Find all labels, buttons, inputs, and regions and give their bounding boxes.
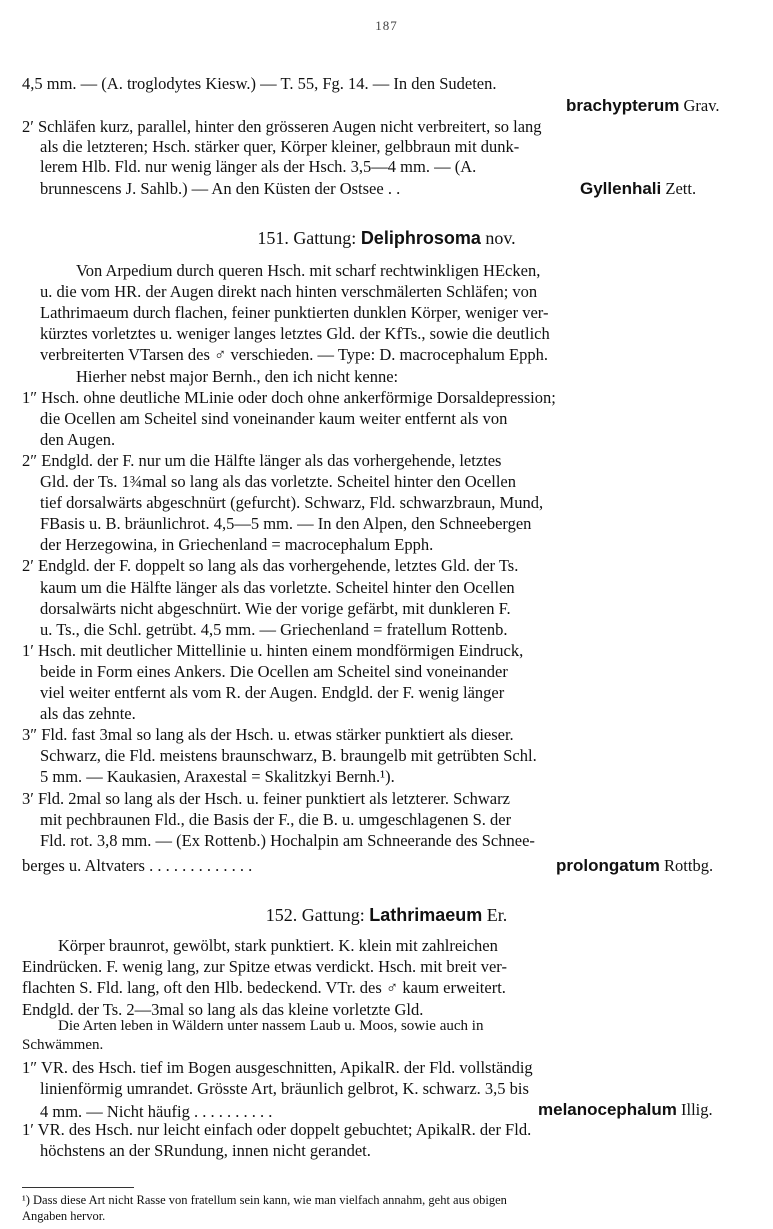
text-line: Von Arpedium durch queren Hsch. mit scharf rechtwinkligen HEcken, xyxy=(76,261,541,280)
species-author: Rottbg. xyxy=(664,856,714,875)
text-line: 2′ Endgld. der F. doppelt so lang als das vorhergehende, letztes Gld. der Ts. xyxy=(22,556,519,576)
text-line: 5 mm. — Kaukasien, Araxestal = Skalitzkyi Bernh.¹). xyxy=(40,767,395,787)
species-name: melanocephalum xyxy=(538,1100,677,1119)
text-line: 2″ Endgld. der F. nur um die Hälfte länger als das vorhergehende, letztes xyxy=(22,450,502,470)
species-author: Grav. xyxy=(683,96,720,115)
genus-author: Er. xyxy=(486,905,508,925)
text-line: 4 mm. — Nicht häufig . . . . . . . . . . xyxy=(40,1102,273,1121)
text-line: beide in Form eines Ankers. Die Ocellen am Scheitel sind voneinander xyxy=(40,661,508,681)
genus-heading xyxy=(0,228,773,249)
text-line: den Augen. xyxy=(40,429,116,449)
text-line: Schwämmen. xyxy=(22,1036,104,1053)
species-line xyxy=(566,96,720,116)
text-line: Hierher nebst major Bernh., den ich nicht kenne: xyxy=(76,366,399,386)
species-name: brachypterum xyxy=(566,96,680,115)
text-line: 3′ Fld. 2mal so lang als der Hsch. u. feiner punktiert als letzterer. Schwarz xyxy=(22,788,510,808)
genus-heading xyxy=(0,905,773,926)
text-line: 1′ VR. des Hsch. nur leicht einfach oder doppelt gebuchtet; ApikalR. der Fld. xyxy=(22,1120,532,1139)
text-line: verbreiterten VTarsen des ♂ verschieden. — Type: D. macrocephalum Epph. xyxy=(40,345,548,365)
text-line: Eindrücken. F. wenig lang, zur Spitze etwas verdickt. Hsch. mit breit ver- xyxy=(22,957,507,977)
text-line: die Ocellen am Scheitel sind voneinander kaum weiter entfernt als von xyxy=(40,408,508,428)
text-line: 1″ VR. des Hsch. tief im Bogen ausgeschnitten, ApikalR. der Fld. vollständig xyxy=(22,1058,533,1077)
text-line: als das zehnte. xyxy=(40,704,136,724)
text-line: 2′ Schläfen kurz, parallel, hinter den grösseren Augen nicht verbreitert, so lang xyxy=(22,117,542,136)
species-name: prolongatum xyxy=(556,856,660,875)
text-line: tief dorsalwärts abgeschnürt (gefurcht). Schwarz, Fld. schwarzbraun, Mund, xyxy=(40,493,544,513)
genus-number: 151. Gattung: xyxy=(257,228,357,248)
species-line xyxy=(556,856,713,876)
text-line: lerem Hlb. Fld. nur wenig länger als der Hsch. 3,5—4 mm. — (A. xyxy=(40,157,477,176)
footnote: ¹) Dass diese Art nicht Rasse von fratellum sein kann, wie man vielfach annahm, geht aus obigen xyxy=(22,1193,507,1207)
text-line: höchstens an der SRundung, innen nicht gerandet. xyxy=(40,1141,371,1160)
text-line: 1″ Hsch. ohne deutliche MLinie oder doch ohne ankerförmige Dorsaldepression; xyxy=(22,387,556,407)
text-line: Schwarz, die Fld. meistens braunschwarz, B. braungelb mit getrübten Schl. xyxy=(40,746,537,766)
text-line: als die letzteren; Hsch. stärker quer, Körper kleiner, gelbbraun mit dunk- xyxy=(40,137,520,156)
species-author: Zett. xyxy=(665,179,697,198)
text-line: 4,5 mm. — (A. troglodytes Kiesw.) — T. 55, Fg. 14. — In den Sudeten. xyxy=(22,74,497,93)
page-number: 187 xyxy=(375,18,398,33)
text-line: Endgld. der Ts. 2—3mal so lang als das kleine vorletzte Gld. xyxy=(22,999,424,1019)
species-name: Gyllenhali xyxy=(580,179,662,198)
text-line: u. Ts., die Schl. getrübt. 4,5 mm. — Griechenland = fratellum Rottenb. xyxy=(40,619,508,639)
footnote-rule xyxy=(22,1187,134,1188)
text-line: FBasis u. B. bräunlichrot. 4,5—5 mm. — In den Alpen, den Schneebergen xyxy=(40,514,532,534)
text-line: flachten S. Fld. lang, oft den Hlb. bedeckend. VTr. des ♂ kaum erweitert. xyxy=(22,978,506,998)
species-line xyxy=(580,179,696,199)
text-line: kaum um die Hälfte länger als das vorletzte. Scheitel hinter den Ocellen xyxy=(40,577,515,597)
footnote-cont: Angaben hervor. xyxy=(22,1209,106,1223)
genus-name: Deliphrosoma xyxy=(360,228,481,248)
text-line: viel weiter entfernt als vom R. der Augen. Endgld. der F. wenig länger xyxy=(40,683,505,702)
text-line: dorsalwärts nicht abgeschnürt. Wie der vorige gefärbt, mit dunkleren F. xyxy=(40,598,511,618)
text-line: mit pechbraunen Fld., die Basis der F., die B. u. umgeschlagenen S. der xyxy=(40,809,512,829)
text-line: 3″ Fld. fast 3mal so lang als der Hsch. u. etwas stärker punktiert als dieser. xyxy=(22,725,514,745)
genus-name: Lathrimaeum xyxy=(369,905,483,925)
text-line: Gld. der Ts. 1¾mal so lang als das vorletzte. Scheitel hinter den Ocellen xyxy=(40,472,516,491)
text-line: linienförmig umrandet. Grösste Art, bräunlich gelbrot, K. schwarz. 3,5 bis xyxy=(40,1079,529,1098)
text-line: Die Arten leben in Wäldern unter nassem Laub u. Moos, sowie auch in xyxy=(58,1018,484,1034)
species-line xyxy=(538,1100,713,1120)
text-line: Fld. rot. 3,8 mm. — (Ex Rottenb.) Hochalpin am Schneerande des Schnee- xyxy=(40,830,535,850)
text-line: 1′ Hsch. mit deutlicher Mittellinie u. hinten einem mondförmigen Eindruck, xyxy=(22,640,524,660)
text-line: der Herzegowina, in Griechenland = macrocephalum Epph. xyxy=(40,535,434,555)
text-line: kürztes vorletztes u. weniger langes letztes Gld. der KfTs., sowie die deutlich xyxy=(40,324,550,344)
genus-number: 152. Gattung: xyxy=(265,905,365,925)
text-line: berges u. Altvaters . . . . . . . . . . . . . xyxy=(22,856,253,875)
genus-author: nov. xyxy=(485,228,516,248)
text-line: u. die vom HR. der Augen direkt nach hinten verschmälerten Schläfen; von xyxy=(40,282,538,302)
text-line: Lathrimaeum durch flachen, feiner punktierten dunklen Körper, weniger ver- xyxy=(40,303,549,323)
species-author: Illig. xyxy=(681,1100,713,1119)
text-line: brunnescens J. Sahlb.) — An den Küsten der Ostsee . . xyxy=(40,179,401,198)
text-line: Körper braunrot, gewölbt, stark punktiert. K. klein mit zahlreichen xyxy=(58,936,498,955)
